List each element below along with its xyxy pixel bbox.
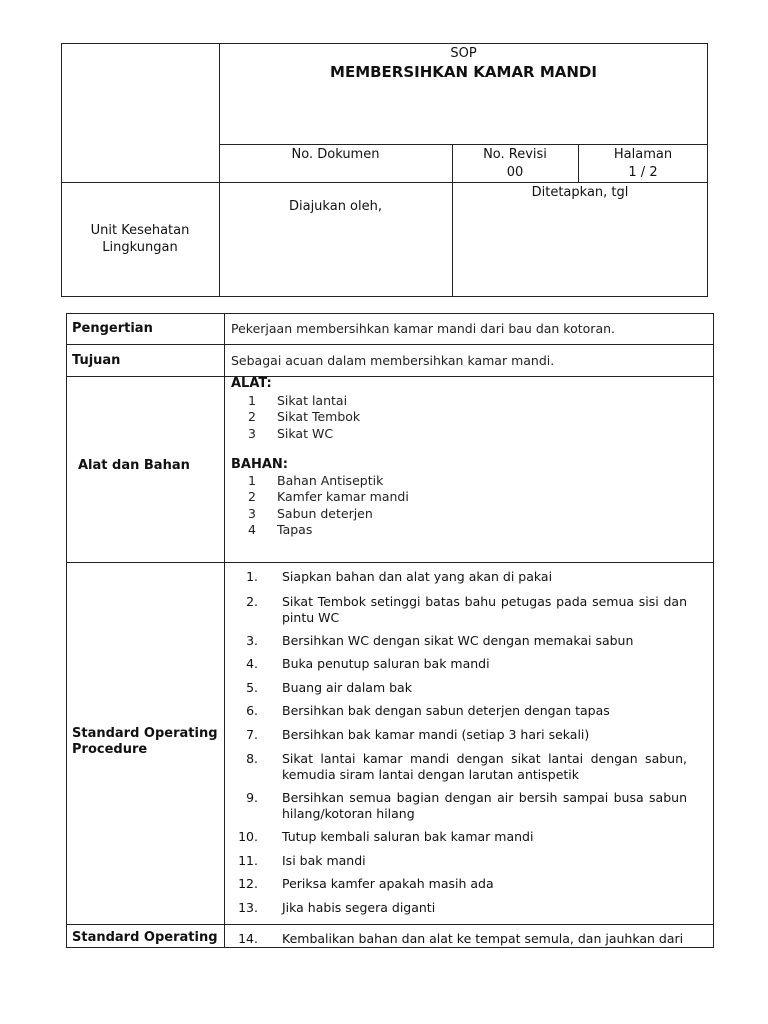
step-num: 1. xyxy=(246,569,258,584)
step-text: Periksa kamfer apakah masih ada xyxy=(282,876,494,891)
step-text: Jika habis segera diganti xyxy=(282,900,436,915)
step-num: 10. xyxy=(238,829,258,844)
page-title: MEMBERSIHKAN KAMAR MANDI xyxy=(330,63,597,81)
step-text: Siapkan bahan dan alat yang akan di pakai xyxy=(282,569,553,584)
doc-type: SOP xyxy=(450,46,477,61)
halaman-label: Halaman xyxy=(613,147,673,162)
pengertian-value: Pekerjaan membersihkan kamar mandi dari bau dan kotoran. xyxy=(231,321,615,336)
step-num: 5. xyxy=(246,680,258,695)
list-item: Sikat Tembok xyxy=(277,409,361,424)
list-item: Bahan Antiseptik xyxy=(277,473,384,488)
ditetapkan-label: Ditetapkan, tgl xyxy=(531,185,629,200)
list-item: Sikat lantai xyxy=(277,393,348,408)
step-num: 4. xyxy=(246,656,258,671)
step-text: Bersihkan bak dengan sabun deterjen dengan tapas xyxy=(282,703,610,718)
body-divider xyxy=(66,344,714,345)
no-revisi-value: 00 xyxy=(506,165,524,180)
step-text: Buka penutup saluran bak mandi xyxy=(282,656,490,671)
alat-bahan-label: Alat dan Bahan xyxy=(78,458,190,473)
step-text: Bersihkan semua bagian dengan air bersih sampai busa sabun hilang/kotoran hilang xyxy=(282,790,687,821)
list-item-num: 2 xyxy=(248,489,256,504)
step-text: Tutup kembali saluran bak kamar mandi xyxy=(282,829,534,844)
step-text: Sikat Tembok setinggi batas bahu petugas pada semua sisi dan pintu WC xyxy=(282,594,687,625)
step-num: 13. xyxy=(238,900,258,915)
halaman-value: 1 / 2 xyxy=(628,165,658,180)
list-item-num: 1 xyxy=(248,473,256,488)
list-item: Sikat WC xyxy=(277,426,334,441)
header-divider xyxy=(219,144,708,145)
step-text: Isi bak mandi xyxy=(282,853,366,868)
list-item-num: 3 xyxy=(248,506,256,521)
body-divider xyxy=(224,313,225,948)
step-text: Buang air dalam bak xyxy=(282,680,412,695)
list-item: Tapas xyxy=(277,522,313,537)
body-divider xyxy=(66,924,714,925)
step-num: 6. xyxy=(246,703,258,718)
step-num: 9. xyxy=(246,790,258,805)
header-divider xyxy=(61,182,708,183)
step-text: Sikat lantai kamar mandi dengan sikat lantai dengan sabun, kemudia siram lantai dengan larutan antispetik xyxy=(282,751,687,782)
list-item-num: 3 xyxy=(248,426,256,441)
step-num: 3. xyxy=(246,633,258,648)
step-text: Bersihkan bak kamar mandi (setiap 3 hari sekali) xyxy=(282,727,590,742)
list-item-num: 4 xyxy=(248,522,256,537)
body-divider xyxy=(66,376,714,377)
unit-label: Lingkungan xyxy=(102,240,178,255)
step-num: 12. xyxy=(238,876,258,891)
step-num: 14. xyxy=(238,931,258,946)
step-text: Kembalikan bahan dan alat ke tempat semula, dan jauhkan dari xyxy=(282,931,684,946)
pengertian-label: Pengertian xyxy=(72,321,153,336)
header-divider xyxy=(219,43,220,297)
tujuan-label: Tujuan xyxy=(72,353,121,368)
sop-label: Standard Operating xyxy=(72,726,218,741)
list-item: Sabun deterjen xyxy=(277,506,373,521)
list-item: Kamfer kamar mandi xyxy=(277,489,409,504)
sop2-label: Standard Operating xyxy=(72,930,218,945)
unit-label: Unit Kesehatan xyxy=(90,223,190,238)
no-revisi-label: No. Revisi xyxy=(483,147,547,162)
step-num: 11. xyxy=(238,853,258,868)
list-item-num: 1 xyxy=(248,393,256,408)
step-text: Bersihkan WC dengan sikat WC dengan memakai sabun xyxy=(282,633,634,648)
step-num: 8. xyxy=(246,751,258,766)
step-num: 7. xyxy=(246,727,258,742)
step-num: 2. xyxy=(246,594,258,609)
body-divider xyxy=(66,562,714,563)
no-dokumen-label: No. Dokumen xyxy=(291,147,380,162)
sop-label: Procedure xyxy=(72,742,148,757)
alat-heading: ALAT: xyxy=(231,376,272,391)
list-item-num: 2 xyxy=(248,409,256,424)
tujuan-value: Sebagai acuan dalam membersihkan kamar mandi. xyxy=(231,353,555,368)
bahan-heading: BAHAN: xyxy=(231,457,288,472)
diajukan-label: Diajukan oleh, xyxy=(288,199,382,214)
